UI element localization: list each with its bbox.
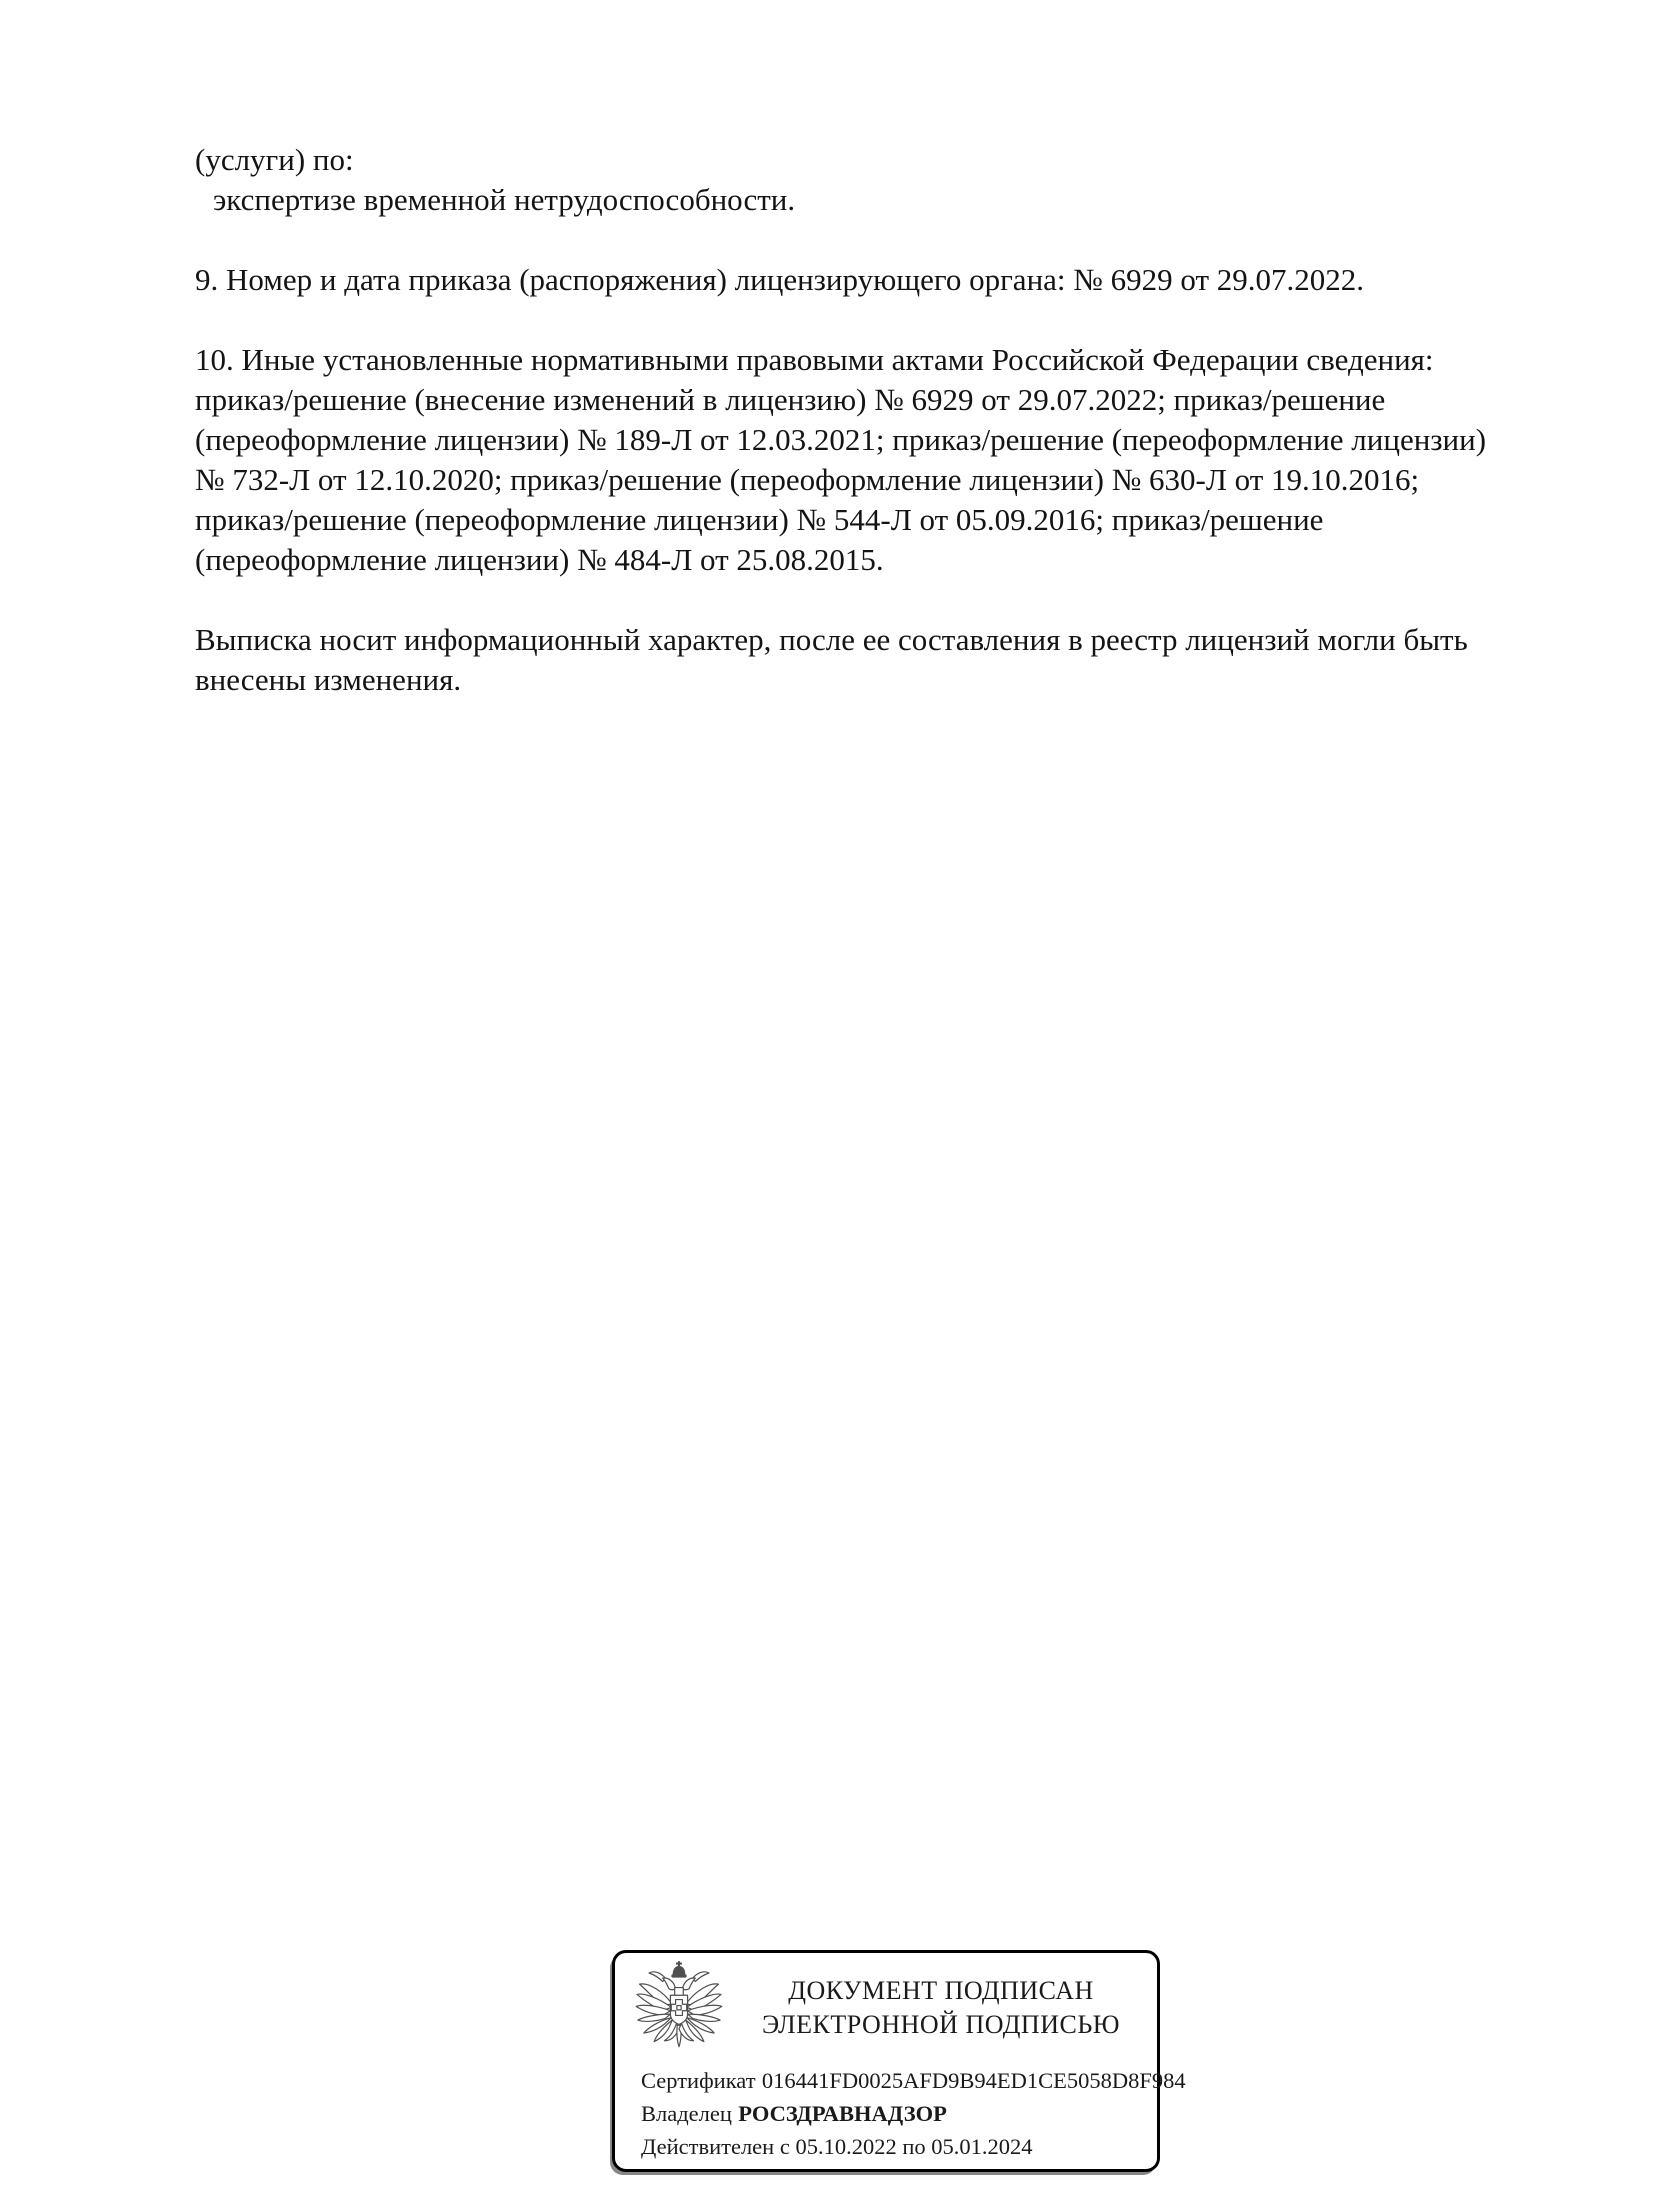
item-10-paragraph [195, 340, 1486, 580]
stamp-title-line-1: ДОКУМЕНТ ПОДПИСАН [788, 1976, 1094, 2005]
stamp-title-line-2: ЭЛЕКТРОННОЙ ПОДПИСЬЮ [762, 2010, 1120, 2039]
item-10-line: (переоформление лицензии) № 189-Л от 12.03.2021; приказ/решение (переоформление лицензии) [195, 422, 1487, 457]
intro-line-2: экспертизе временной нетрудоспособности. [213, 182, 796, 217]
signature-stamp [612, 1950, 1186, 2172]
certificate-label: Сертификат [641, 2068, 756, 2093]
intro-paragraph [195, 140, 1486, 220]
owner-value: РОСЗДРАВНАДЗОР [738, 2101, 947, 2126]
stamp-details [641, 2064, 1186, 2163]
certificate-value: 016441FD0025AFD9B94ED1CE5058D8F984 [761, 2068, 1186, 2093]
item-10-line: приказ/решение (внесение изменений в лицензию) № 6929 от 29.07.2022; приказ/решение [195, 382, 1386, 417]
item-9-paragraph [195, 260, 1486, 300]
roszdravnadzor-eagle-icon [635, 1961, 723, 2057]
item-9-line: 9. Номер и дата приказа (распоряжения) лицензирующего органа: № 6929 от 29.07.2022. [195, 262, 1364, 297]
note-paragraph [195, 620, 1486, 700]
note-line: Выписка носит информационный характер, после ее составления в реестр лицензий могли быть [195, 622, 1468, 657]
item-10-line: (переоформление лицензии) № 484-Л от 25.08.2015. [195, 542, 884, 577]
intro-line-1: (услуги) по: [195, 142, 354, 177]
item-10-line: № 732-Л от 12.10.2020; приказ/решение (переоформление лицензии) № 630-Л от 19.10.2016; [195, 462, 1420, 497]
document-body-text [195, 140, 1486, 700]
note-line: внесены изменения. [195, 662, 462, 697]
stamp-title [733, 1974, 1149, 2042]
owner-line [641, 2097, 1186, 2130]
item-10-line: 10. Иные установленные нормативными правовыми актами Российской Федерации сведения: [195, 342, 1434, 377]
certificate-line [641, 2064, 1186, 2097]
validity-line: Действителен с 05.10.2022 по 05.01.2024 [641, 2134, 1033, 2159]
item-10-line: приказ/решение (переоформление лицензии) № 544-Л от 05.09.2016; приказ/решение [195, 502, 1324, 537]
owner-label: Владелец [641, 2101, 732, 2126]
